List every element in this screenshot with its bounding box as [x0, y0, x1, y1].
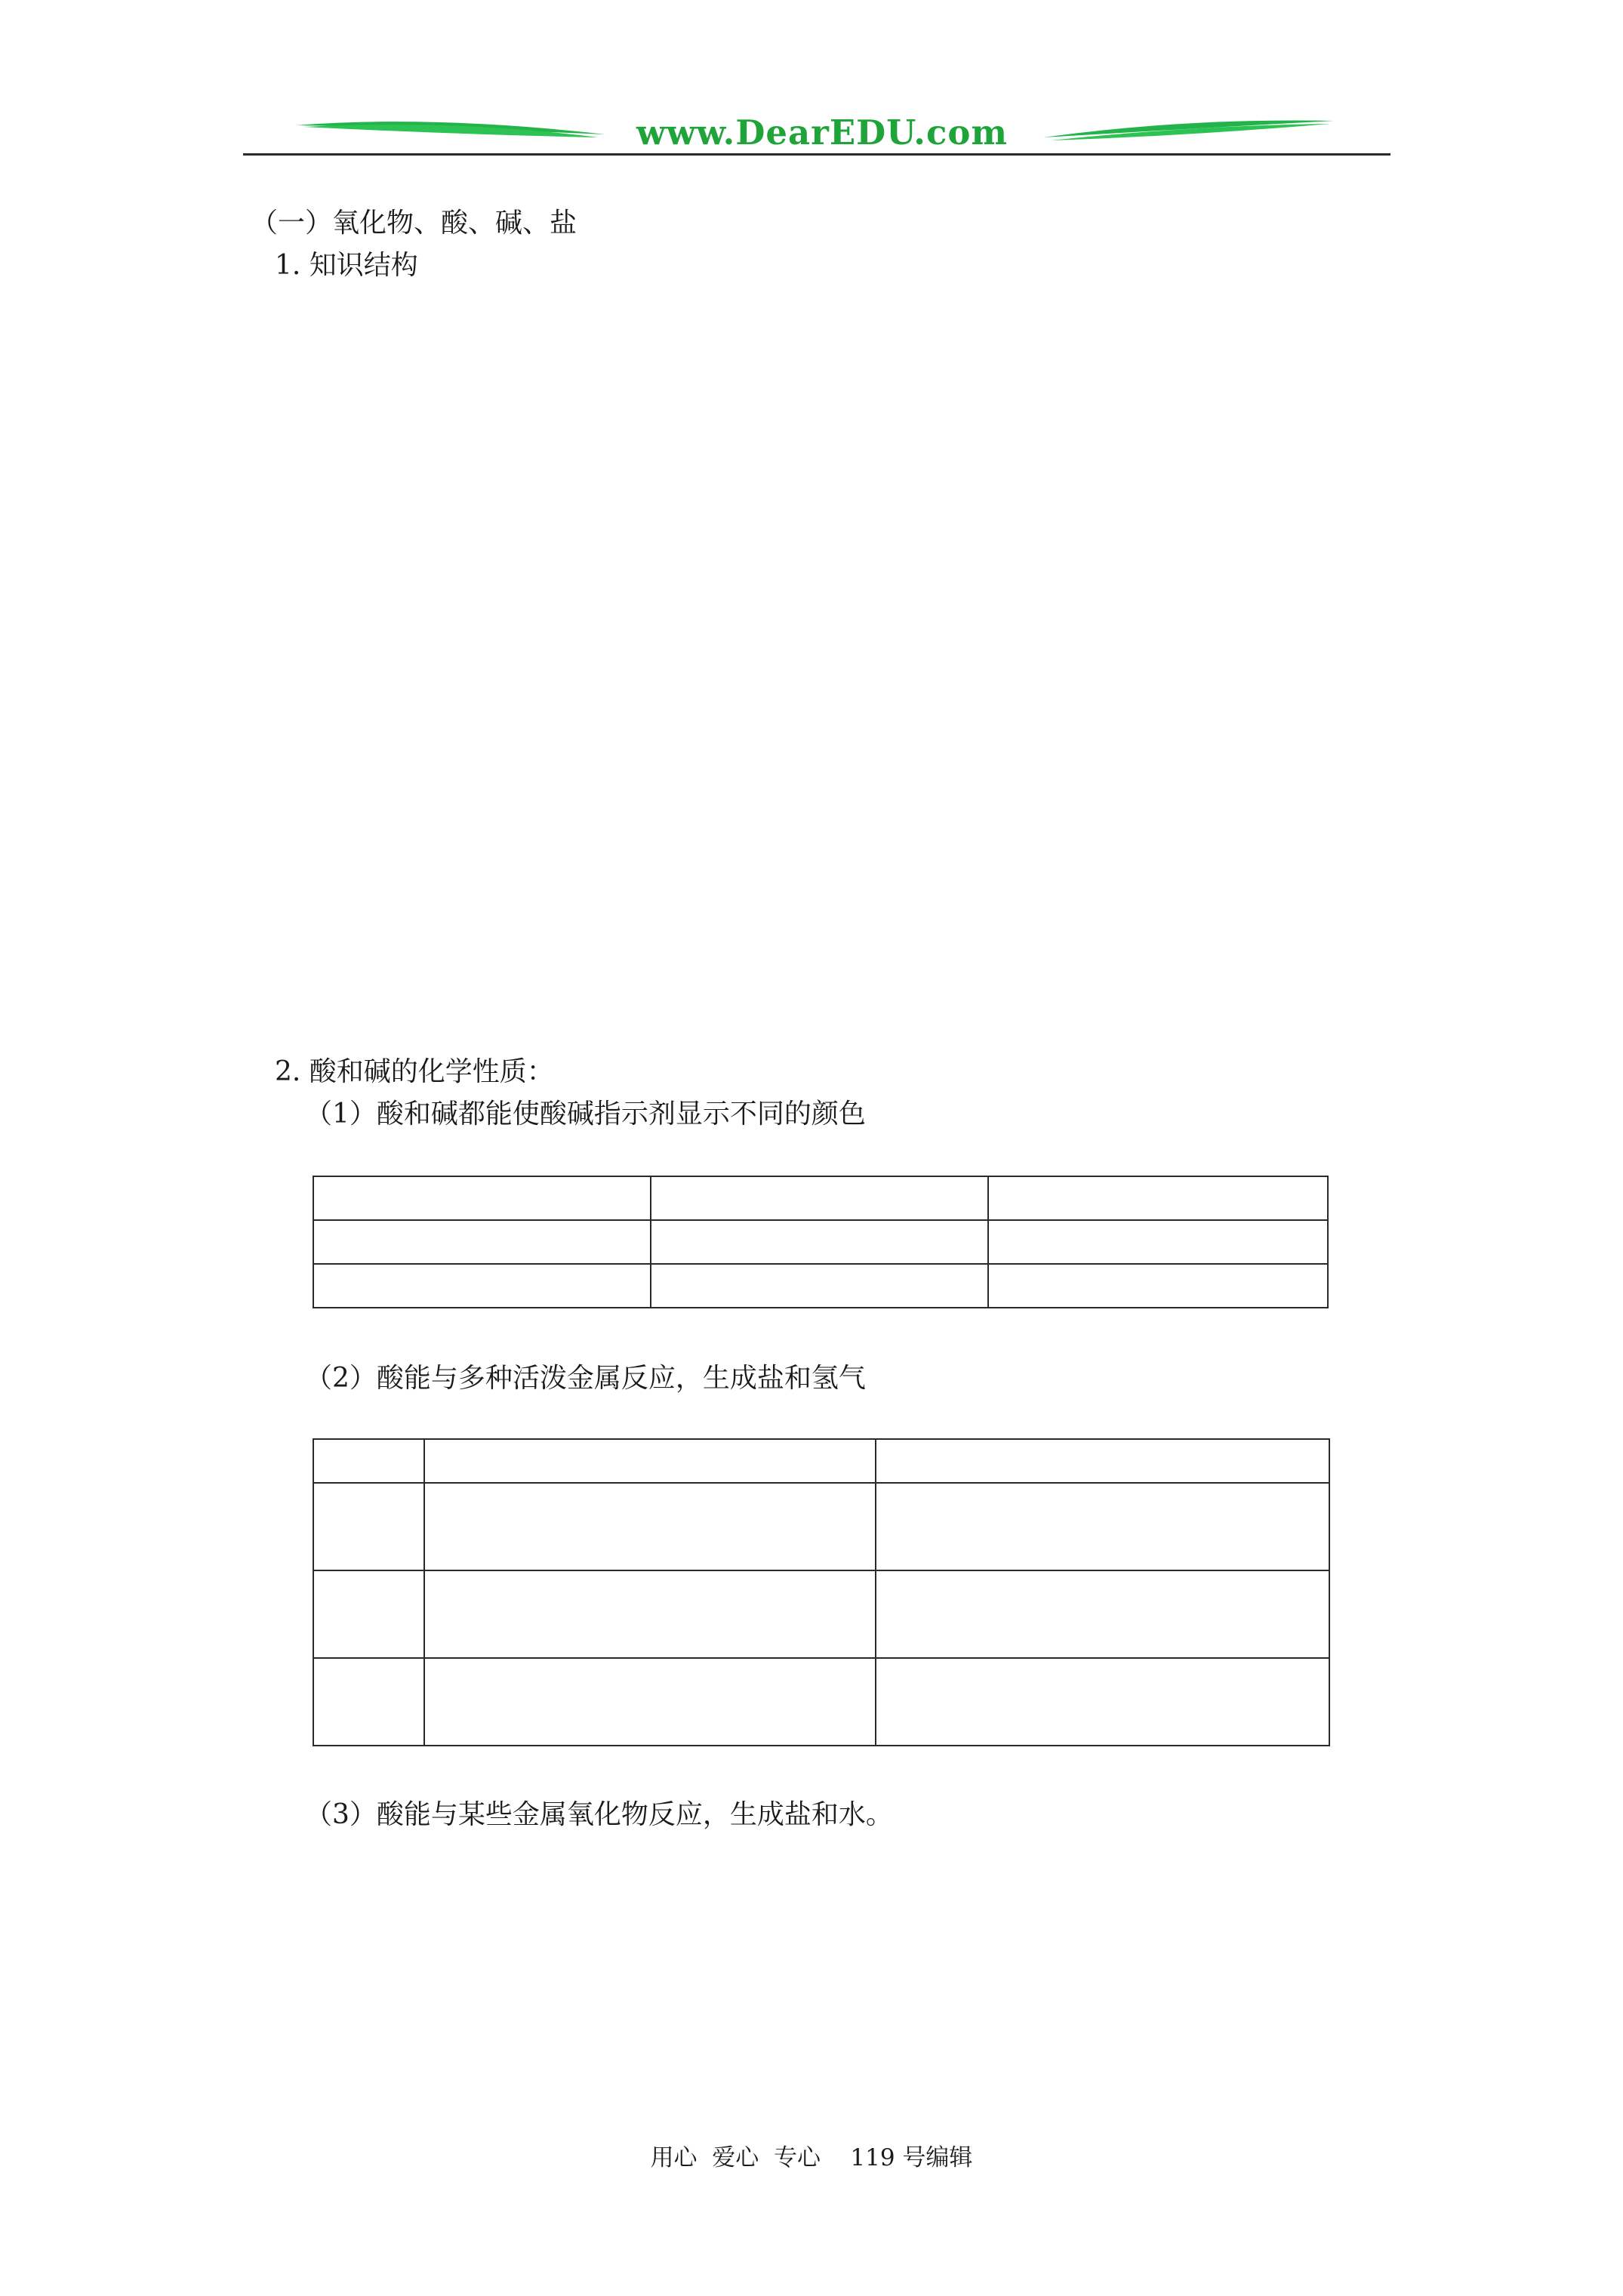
- table-row: [313, 1658, 1329, 1746]
- table-cell: [313, 1220, 651, 1264]
- table-cell: [313, 1570, 424, 1658]
- table-row: [313, 1570, 1329, 1658]
- table-cell: [988, 1220, 1328, 1264]
- table-cell: [876, 1570, 1329, 1658]
- item-knowledge-structure: 1. 知识结构: [275, 250, 418, 281]
- table-cell: [313, 1439, 424, 1483]
- table-cell: [651, 1176, 988, 1220]
- table-cell: [876, 1439, 1329, 1483]
- section-title: （一）氧化物、酸、碱、盐: [251, 208, 577, 239]
- table-cell: [313, 1658, 424, 1746]
- table-cell: [424, 1570, 876, 1658]
- table-cell: [313, 1264, 651, 1308]
- site-logo-text: www.DearEDU.com: [636, 112, 1008, 153]
- indicator-table: [313, 1176, 1329, 1308]
- table-row: [313, 1220, 1328, 1264]
- item-acid-base-properties: 2. 酸和碱的化学性质：: [275, 1056, 554, 1087]
- subitem-metal-oxides: （3）酸能与某些金属氧化物反应，生成盐和水。: [305, 1799, 893, 1830]
- table-row: [313, 1176, 1328, 1220]
- header-rule: [243, 153, 1390, 156]
- page-header: [243, 112, 1390, 160]
- table-row: [313, 1264, 1328, 1308]
- table-cell: [424, 1483, 876, 1570]
- table-cell: [313, 1176, 651, 1220]
- table-cell: [651, 1264, 988, 1308]
- table-cell: [988, 1264, 1328, 1308]
- table-cell: [313, 1483, 424, 1570]
- table-row: [313, 1439, 1329, 1483]
- subitem-indicator: （1）酸和碱都能使酸碱指示剂显示不同的颜色: [305, 1099, 866, 1130]
- subitem-active-metals: （2）酸能与多种活泼金属反应，生成盐和氢气: [305, 1363, 866, 1394]
- table-cell: [988, 1176, 1328, 1220]
- table-cell: [876, 1483, 1329, 1570]
- metal-reaction-table: [313, 1438, 1330, 1746]
- table-cell: [424, 1658, 876, 1746]
- table-cell: [651, 1220, 988, 1264]
- table-cell: [424, 1439, 876, 1483]
- table-cell: [876, 1658, 1329, 1746]
- table-row: [313, 1483, 1329, 1570]
- page-footer: 用心 爱心 专心 119 号编辑: [650, 2144, 973, 2171]
